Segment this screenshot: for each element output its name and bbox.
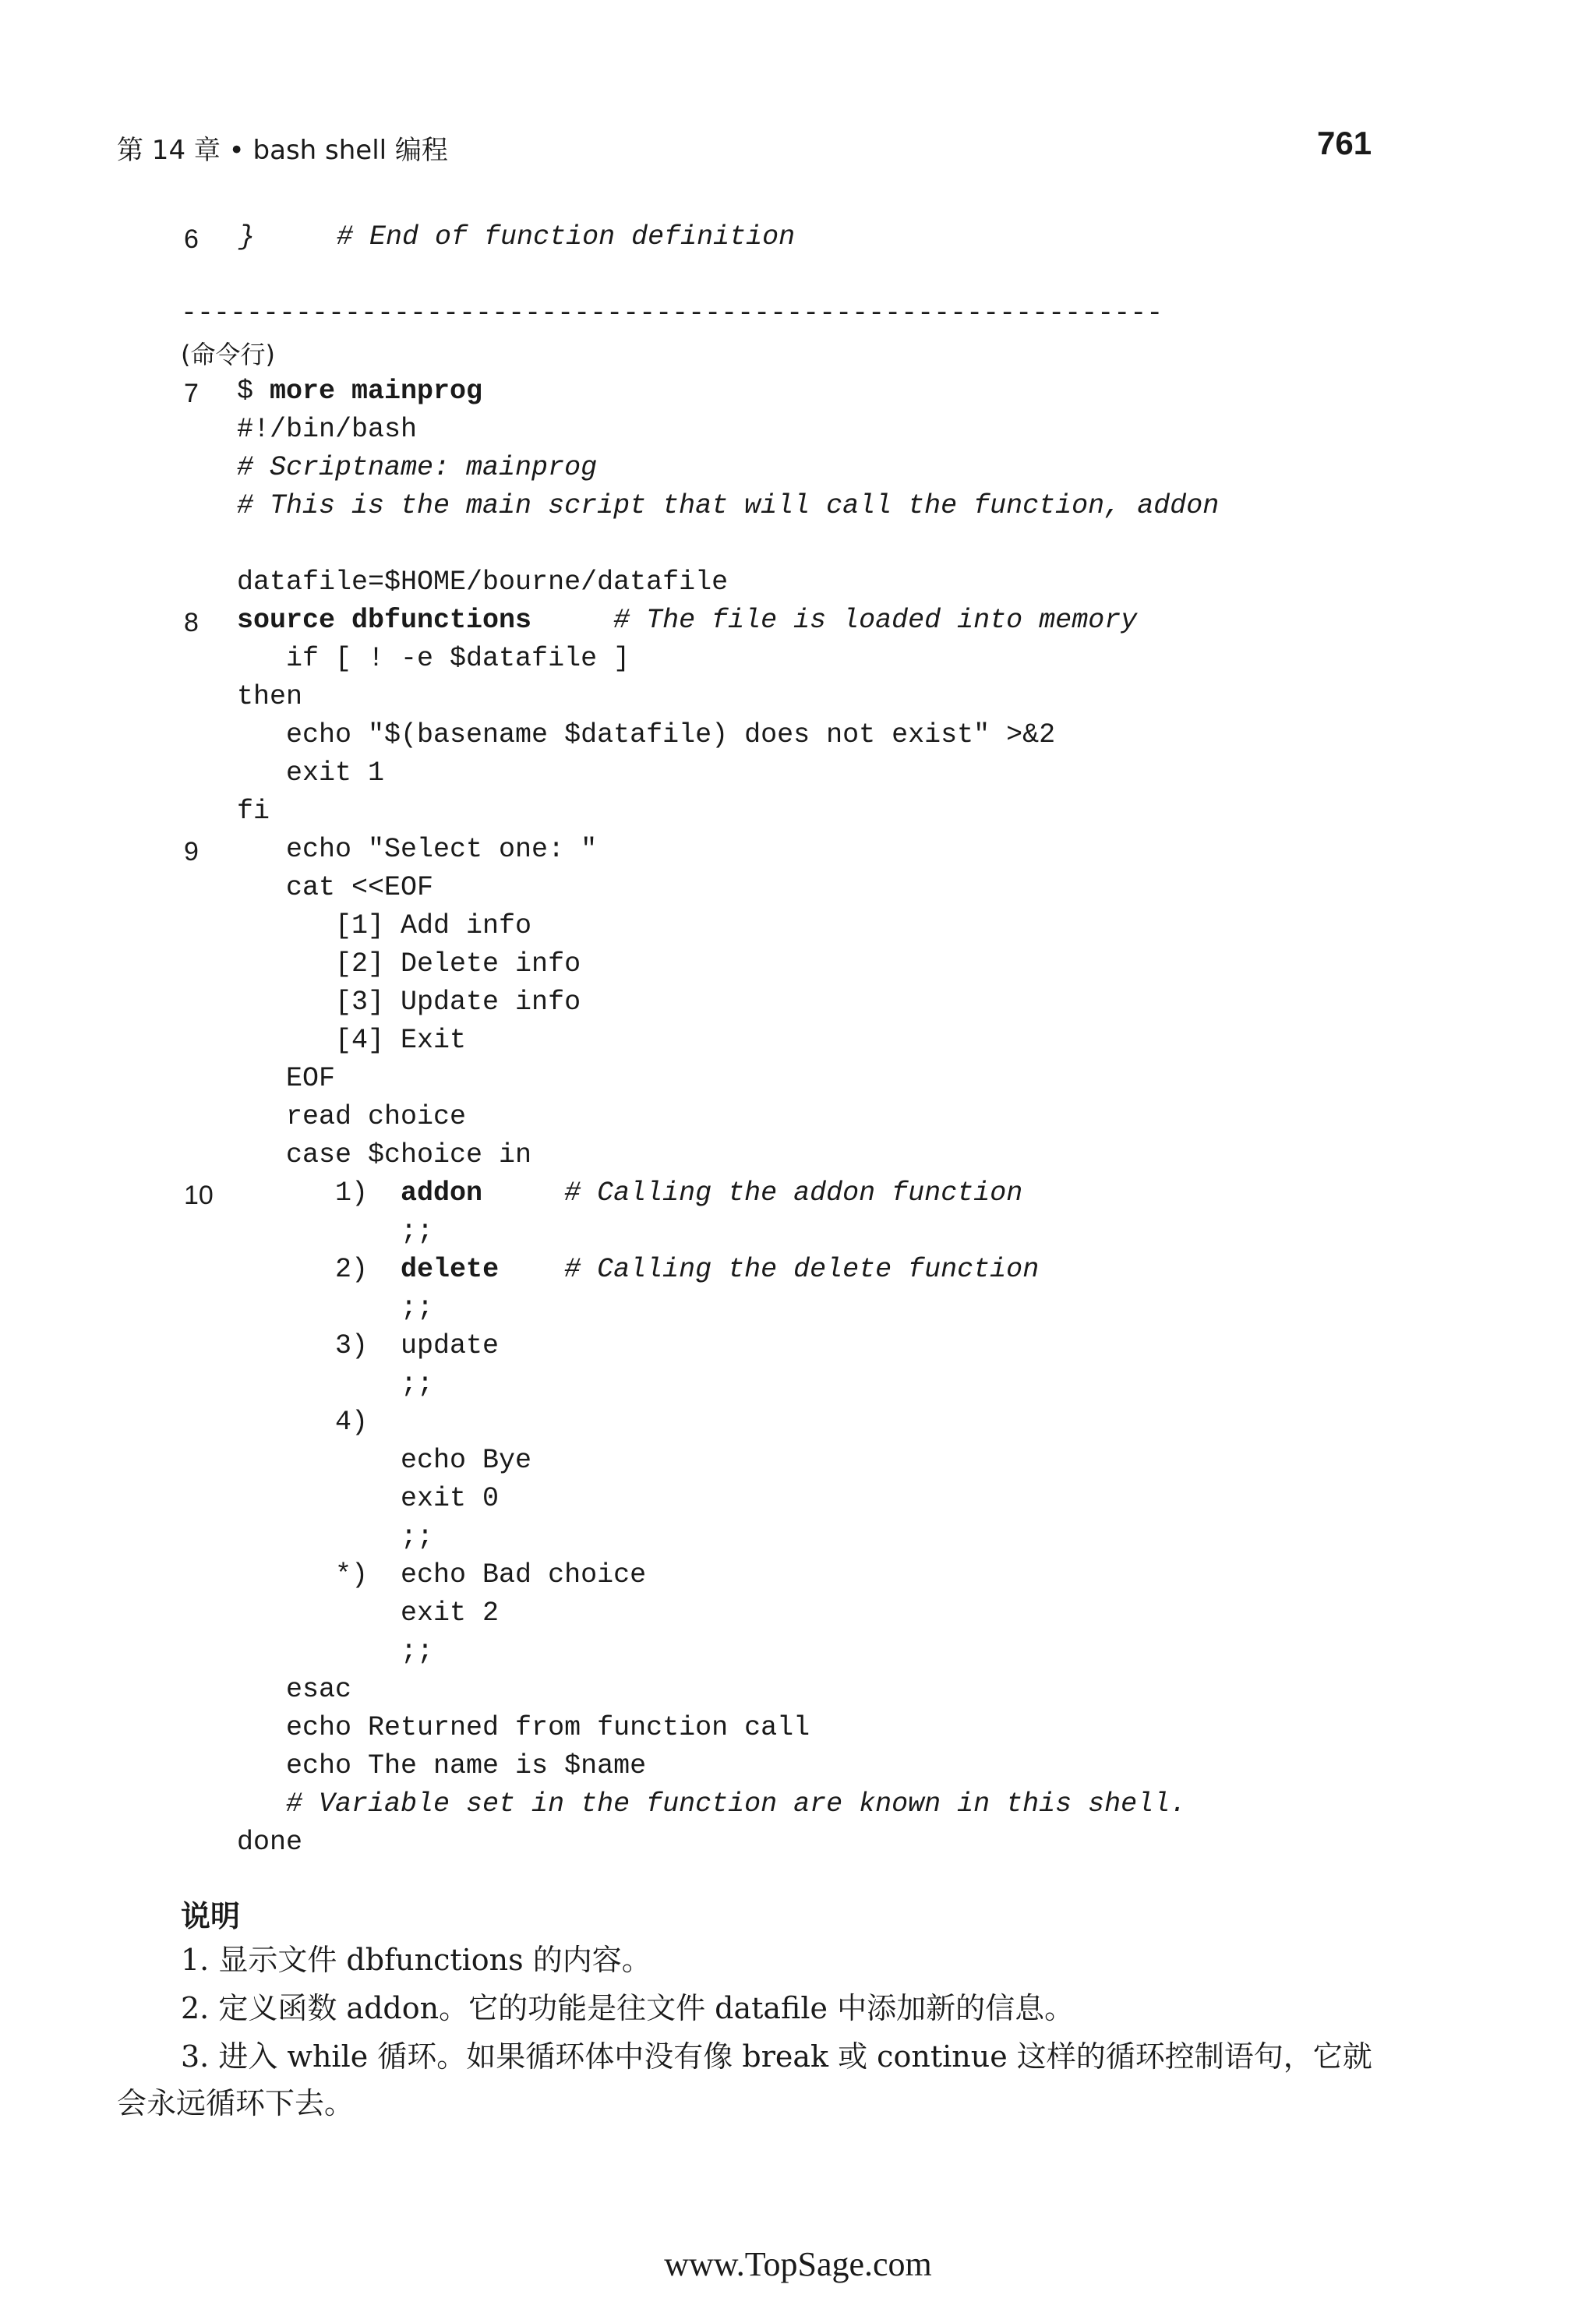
- chapter-title: 第 14 章 • bash shell 编程: [117, 135, 448, 166]
- code-line: [237, 1139, 531, 1170]
- code-text: echo "Select one: ": [237, 834, 598, 865]
- separator-line: ------------------------------------------------------------: [181, 298, 1163, 329]
- code-line: [237, 1292, 433, 1323]
- code-text: #!/bin/bash: [237, 414, 418, 445]
- footer-url: www.TopSage.com: [664, 2245, 932, 2283]
- code-text: ;;: [237, 1368, 434, 1400]
- code-line: [237, 1750, 646, 1781]
- code-text: echo "$(basename $datafile) does not exist" >&2: [237, 719, 1056, 750]
- code-bold-text: source dbfunctions: [237, 605, 532, 636]
- code-text: ;;: [237, 1521, 434, 1552]
- code-line: [237, 414, 417, 445]
- code-text: datafile=$HOME/bourne/datafile: [237, 567, 729, 598]
- code-line: [237, 1598, 499, 1629]
- code-line: [237, 643, 630, 674]
- code-text: [3] Update info: [237, 987, 581, 1018]
- code-text: ;;: [237, 1636, 434, 1667]
- command-line-label: (命令行): [181, 340, 275, 369]
- code-comment: # The file is loaded into memory: [613, 605, 1138, 636]
- code-line: [237, 948, 581, 980]
- code-line: [237, 1483, 499, 1514]
- code-line: [237, 757, 384, 789]
- line-number: 9: [184, 837, 199, 867]
- note-item-1: 1. 显示文件 dbfunctions 的内容。: [181, 1943, 651, 1977]
- code-line: [237, 1559, 646, 1590]
- code-comment: # Calling the delete function: [564, 1254, 1040, 1285]
- code-line: [237, 834, 597, 865]
- code-comment: # Calling the addon function: [564, 1177, 1023, 1209]
- code-line: [237, 719, 1055, 750]
- code-text: ;;: [237, 1216, 434, 1247]
- code-line: [237, 1445, 531, 1476]
- code-text: 3) update: [237, 1330, 500, 1361]
- code-text: case $choice in: [237, 1139, 532, 1170]
- code-text: 2): [237, 1254, 401, 1285]
- code-comment: } # End of function definition: [238, 221, 796, 252]
- code-line: [237, 1025, 466, 1056]
- code-text: exit 0: [237, 1483, 500, 1514]
- code-line: [237, 872, 433, 903]
- code-line: [237, 1712, 810, 1743]
- code-line: [237, 987, 581, 1018]
- note-item-3: 3. 进入 while 循环。如果循环体中没有像 break 或 continue 这样的循环控制语句，它就: [181, 2039, 1372, 2074]
- code-line: [237, 1330, 499, 1361]
- code-text: [531, 605, 613, 636]
- line-number-6: 6: [184, 224, 199, 254]
- line-number: 10: [184, 1181, 214, 1210]
- code-text: exit 2: [237, 1598, 500, 1629]
- code-line: [237, 376, 482, 407]
- code-bold-text: delete: [401, 1254, 500, 1285]
- code-comment: # Variable set in the function are known in this shell.: [237, 1788, 1187, 1820]
- code-text: *) echo Bad choice: [237, 1559, 647, 1590]
- code-text: done: [237, 1827, 303, 1858]
- code-text: [4] Exit: [237, 1025, 467, 1056]
- code-text: [499, 1254, 564, 1285]
- code-line: [237, 681, 302, 712]
- code-line: [237, 452, 597, 483]
- code-text: fi: [237, 796, 270, 827]
- code-line: [237, 1177, 1022, 1209]
- code-line: [237, 1788, 1186, 1820]
- code-line: [237, 605, 1137, 636]
- code-bold-text: more mainprog: [270, 376, 483, 407]
- code-line: [237, 1521, 433, 1552]
- code-text: [2] Delete info: [237, 948, 581, 980]
- code-line: [237, 1674, 351, 1705]
- code-text: 4): [237, 1407, 369, 1438]
- code-line: [237, 1827, 302, 1858]
- note-item-2: 2. 定义函数 addon。它的功能是往文件 datafile 中添加新的信息。: [181, 1991, 1075, 2025]
- code-line: [237, 1101, 466, 1132]
- code-text: if [ ! -e $datafile ]: [237, 643, 630, 674]
- notes-title: 说明: [181, 1899, 241, 1933]
- code-text: echo Bye: [237, 1445, 532, 1476]
- code-text: 1): [237, 1177, 401, 1209]
- code-text: cat <<EOF: [237, 872, 434, 903]
- code-text: exit 1: [237, 757, 385, 789]
- code-text: read choice: [237, 1101, 467, 1132]
- code-line: [237, 1063, 335, 1094]
- note-item-3-continued: 会永远循环下去。: [117, 2086, 355, 2120]
- code-line: [237, 1368, 433, 1400]
- code-line: [237, 1254, 1039, 1285]
- code-text: EOF: [237, 1063, 336, 1094]
- code-text: ;;: [237, 1292, 434, 1323]
- code-text: [482, 1177, 564, 1209]
- code-comment: # This is the main script that will call the function, addon: [237, 490, 1220, 521]
- code-line: [237, 1636, 433, 1667]
- code-line: [237, 490, 1219, 521]
- code-line: [237, 796, 270, 827]
- code-line: [237, 1216, 433, 1247]
- code-comment: # Scriptname: mainprog: [237, 452, 598, 483]
- code-text: esac: [237, 1674, 352, 1705]
- line-number: 7: [184, 379, 199, 408]
- code-line: [237, 1407, 368, 1438]
- code-line: [237, 567, 728, 598]
- code-text: $: [237, 376, 270, 407]
- code-line: [237, 910, 531, 941]
- code-text: echo Returned from function call: [237, 1712, 810, 1743]
- line-number: 8: [184, 608, 199, 637]
- page-number: 761: [1317, 125, 1372, 161]
- code-text: then: [237, 681, 303, 712]
- code-bold-text: addon: [401, 1177, 483, 1209]
- code-text: echo The name is $name: [237, 1750, 647, 1781]
- code-text: [1] Add info: [237, 910, 532, 941]
